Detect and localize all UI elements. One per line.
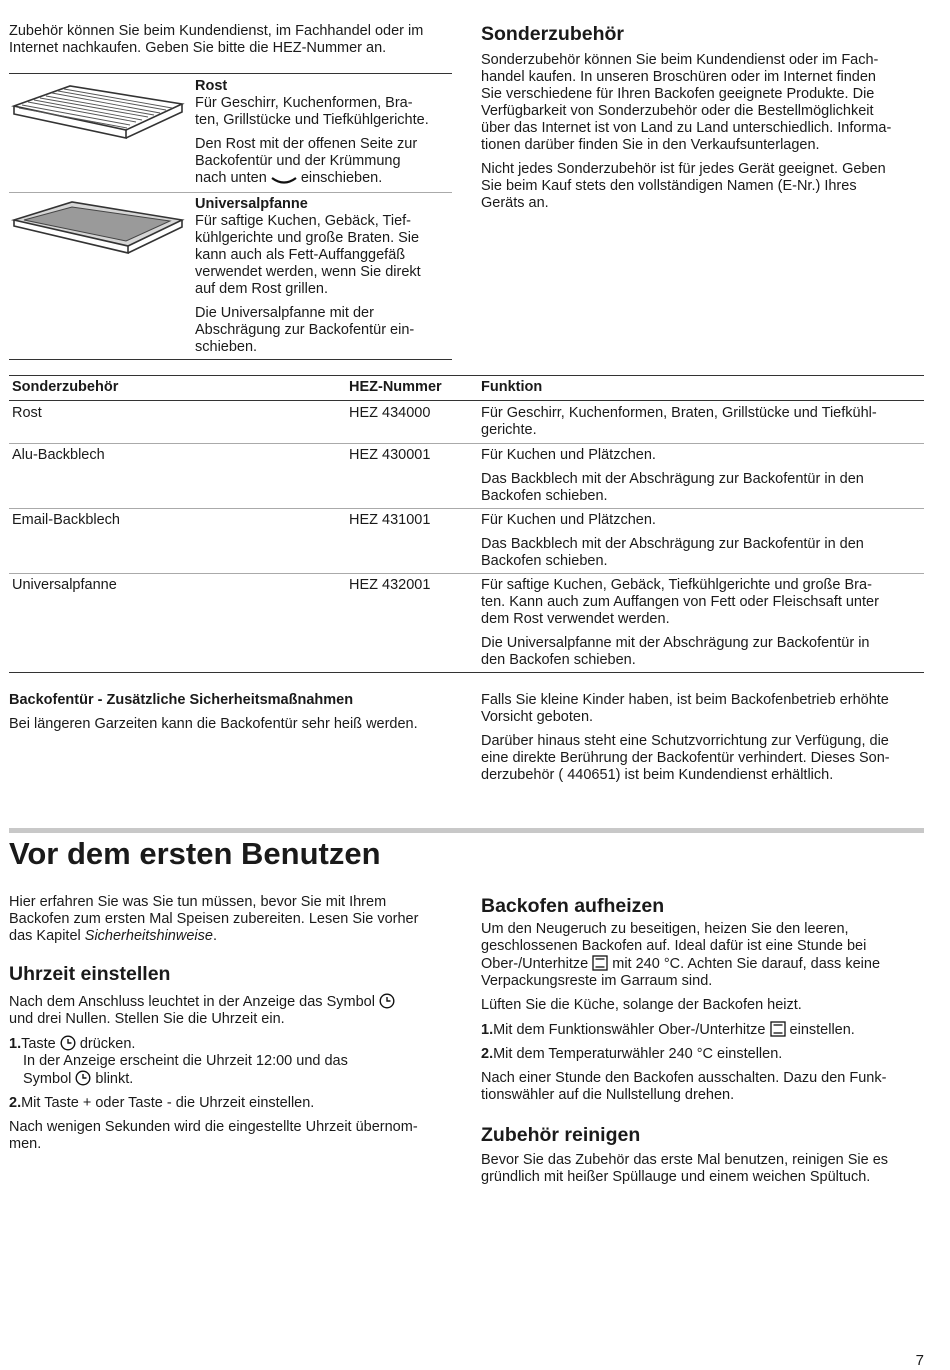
body-line: Nach einer Stunde den Backofen ausschalten. Dazu den Funk- [481,1070,887,1086]
table-header-cell: Sonderzubehör [12,379,119,395]
pan-text-line: kann auch als Fett-Auffanggefäß [195,247,406,263]
safety-right [481,692,931,784]
body-line: Backofen zum ersten Mal Speisen zubereiten. Lesen Sie vorher [9,911,419,927]
intro-text: Zubehör können Sie beim Kundendienst, im Fachhandel oder im Internet nachkaufen. Geben Sie bitte die HEZ-Nummer an. [9,23,424,56]
body-line [9,928,459,945]
pan-text-line: kühlgerichte und große Braten. Sie [195,230,420,246]
pan-text-line: Für saftige Kuchen, Gebäck, Tief- [195,213,411,229]
body-line: Bevor Sie das Zubehör das erste Mal benutzen, reinigen Sie es [481,1152,889,1168]
text-fragment: Ober-/Unterhitze [481,956,589,972]
step-1 [9,1035,459,1053]
table-cell-line: Das Backblech mit der Abschrägung zur Backofentür in den [481,471,864,487]
body-line: und drei Nullen. Stellen Sie die Uhrzeit ein. [9,1011,285,1027]
pan-text-line: auf dem Rost grillen. [195,281,328,297]
body-line [9,993,459,1011]
pan-title: Universalpfanne [195,196,308,212]
accessory-table [9,375,924,675]
body-line [481,955,931,973]
table-header-cell: Funktion [481,379,543,395]
table-cell: HEZ 431001 [349,512,431,528]
table-cell: HEZ 434000 [349,405,431,421]
table-cell [481,512,921,570]
table-cell: Rost [12,405,42,421]
text-fragment: drücken. [79,1036,136,1052]
first-use-left [9,894,459,1153]
body-line: Darüber hinaus steht eine Schutzvorrichtung zur Verfügung, die [481,733,889,749]
curve-down-icon [271,175,297,185]
step-1 [481,1021,931,1039]
table-cell: Universalpfanne [12,577,117,593]
body-line [9,1070,459,1088]
section-heading: Backofen aufheizen [481,895,665,917]
table-cell-line: Backofen schieben. [481,553,608,569]
rost-text-line: Backofentür und der Krümmung [195,153,401,169]
body-line: Sonderzubehör können Sie beim Kundendienst oder im Fach- [481,52,879,68]
section-heading: Zubehör reinigen [481,1124,641,1146]
body-line: Hier erfahren Sie was Sie tun müssen, bevor Sie mit Ihrem [9,894,387,910]
body-line: gründlich mit heißer Spüllauge und einem weichen Spültuch. [481,1169,871,1185]
body-line: über das Internet ist von Land zu Land unterschiedlich. Informa- [481,120,892,136]
step-2 [481,1046,931,1063]
body-line: Nach wenigen Sekunden wird die eingestellte Uhrzeit übernom- [9,1119,418,1135]
rost-text-fragment: nach unten [195,170,267,186]
body-line: handel kaufen. In unseren Broschüren oder im Internet finden [481,69,876,85]
clock-icon [60,1035,76,1051]
clock-icon [379,993,395,1009]
body-line: tionswähler auf die Nullstellung drehen. [481,1087,735,1103]
page-number: 7 [915,1352,924,1369]
table-cell-line: Backofen schieben. [481,488,608,504]
table-bottom-rule [9,672,924,673]
table-cell-line: Das Backblech mit der Abschrägung zur Backofentür in den [481,536,864,552]
body-line: In der Anzeige erscheint die Uhrzeit 12:00 und das [23,1053,348,1069]
text-fragment: Sicherheitshinweise [84,928,213,944]
top-bottom-heat-icon [770,1021,786,1037]
rost-description [195,78,455,187]
table-row-rule [9,508,924,509]
table-cell: Alu-Backblech [12,447,105,463]
text-fragment: . [212,928,217,944]
pan-text-line: verwendet werden, wenn Sie direkt [195,264,421,280]
body-line: men. [9,1136,42,1152]
rost-text-line [195,170,455,187]
table-cell-line: Für Geschirr, Kuchenformen, Braten, Grillstücke und Tiefkühl- [481,405,877,421]
text-fragment: Taste [21,1036,56,1052]
table-cell-line: gerichte. [481,422,537,438]
rost-text-line: Den Rost mit der offenen Seite zur [195,136,418,152]
pan-text-line: Abschrägung zur Backofentür ein- [195,322,415,338]
table-row-rule [9,443,924,444]
text-fragment: einstellen. [789,1022,855,1038]
table-header-rule [9,400,924,401]
step-number: 2. [481,1046,494,1062]
divider [9,73,452,74]
first-use-right [481,895,931,1186]
body-line: Sie verschiedene für Ihren Backofen geeignete Produkte. Die [481,86,875,102]
body-line: Um den Neugeruch zu beseitigen, heizen Sie den leeren, [481,921,849,937]
rost-text-fragment: einschieben. [300,170,383,186]
chapter-title-block [9,836,924,872]
body-line: Sie beim Kauf stets den vollständigen Namen (E-Nr.) Ihres [481,178,857,194]
rost-text-line: ten, Grillstücke und Tiefkühlgerichte. [195,112,429,128]
text-fragment: das Kapitel [9,928,85,944]
body-line: derzubehör ( 440651) ist beim Kundendienst erhältlich. [481,767,834,783]
table-cell-line: Für Kuchen und Plätzchen. [481,512,656,528]
step-2 [9,1095,459,1112]
body-line: Falls Sie kleine Kinder haben, ist beim Backofenbetrieb erhöhte [481,692,889,708]
body-line: Bei längeren Garzeiten kann die Backofentür sehr heiß werden. [9,716,418,732]
table-cell [481,577,921,669]
table-cell-line: den Backofen schieben. [481,652,636,668]
pan-text-line: schieben. [195,339,258,355]
chapter-rule [9,828,924,833]
sonderzubehoer-section [481,23,931,212]
pan-text-line: Die Universalpfanne mit der [195,305,374,321]
table-header-cell: HEZ-Nummer [349,379,442,395]
table-cell: Email-Backblech [12,512,120,528]
table-cell-line: Für Kuchen und Plätzchen. [481,447,656,463]
step-number: 1. [9,1036,22,1052]
table-cell: HEZ 430001 [349,447,431,463]
rost-text-line: Für Geschirr, Kuchenformen, Bra- [195,95,413,111]
body-line: tionen darüber finden Sie in den Verkaufsunterlagen. [481,137,820,153]
oven-rack-illustration [10,78,188,140]
text-fragment: Symbol [23,1071,72,1087]
chapter-title: Vor dem ersten Benutzen [9,836,381,871]
safety-heading: Backofentür - Zusätzliche Sicherheitsmaßnahmen [9,692,354,708]
intro-paragraph [9,23,449,57]
body-line: eine direkte Berührung der Backofentür verhindert. Dieses Son- [481,750,890,766]
body-line: Nicht jedes Sonderzubehör ist für jedes Gerät geeignet. Geben [481,161,886,177]
body-line: geschlossenen Backofen auf. Ideal dafür ist eine Stunde bei [481,938,867,954]
body-line: Lüften Sie die Küche, solange der Backofen heizt. [481,997,802,1013]
table-cell-line: Die Universalpfanne mit der Abschrägung zur Backofentür in [481,635,870,651]
step-number: 2. [9,1095,22,1111]
table-top-rule [9,375,924,376]
text-fragment: Mit Taste + oder Taste - die Uhrzeit einstellen. [21,1095,315,1111]
table-cell-line: Für saftige Kuchen, Gebäck, Tiefkühlgerichte und große Bra- [481,577,872,593]
section-heading: Uhrzeit einstellen [9,963,171,985]
universal-pan-description [195,196,455,356]
universal-pan-illustration [10,196,188,256]
table-cell: HEZ 432001 [349,577,431,593]
body-line: Vorsicht geboten. [481,709,594,725]
table-cell [481,405,921,439]
body-line: Verpackungsreste im Garraum sind. [481,973,713,989]
text-fragment: Mit dem Funktionswähler Ober-/Unterhitze [493,1022,766,1038]
safety-left [9,692,459,733]
table-cell [481,447,921,505]
section-heading: Sonderzubehör [481,23,625,45]
body-line: Geräts an. [481,195,549,211]
rost-title: Rost [195,78,228,94]
step-number: 1. [481,1022,494,1038]
divider [9,192,452,193]
body-line: Verfügbarkeit von Sonderzubehör oder die Bestellmöglichkeit [481,103,874,119]
text-fragment: blinkt. [95,1071,134,1087]
top-bottom-heat-icon [592,955,608,971]
text-fragment: Mit dem Temperaturwähler 240 °C einstellen. [493,1046,783,1062]
text-fragment: mit 240 °C. Achten Sie darauf, dass keine [612,956,881,972]
table-cell-line: ten. Kann auch zum Auffangen von Fett oder Fleischsaft unter [481,594,879,610]
table-row-rule [9,573,924,574]
clock-icon [75,1070,91,1086]
table-cell-line: dem Rost verwendet werden. [481,611,670,627]
divider [9,359,452,360]
text-fragment: Nach dem Anschluss leuchtet in der Anzeige das Symbol [9,994,375,1010]
